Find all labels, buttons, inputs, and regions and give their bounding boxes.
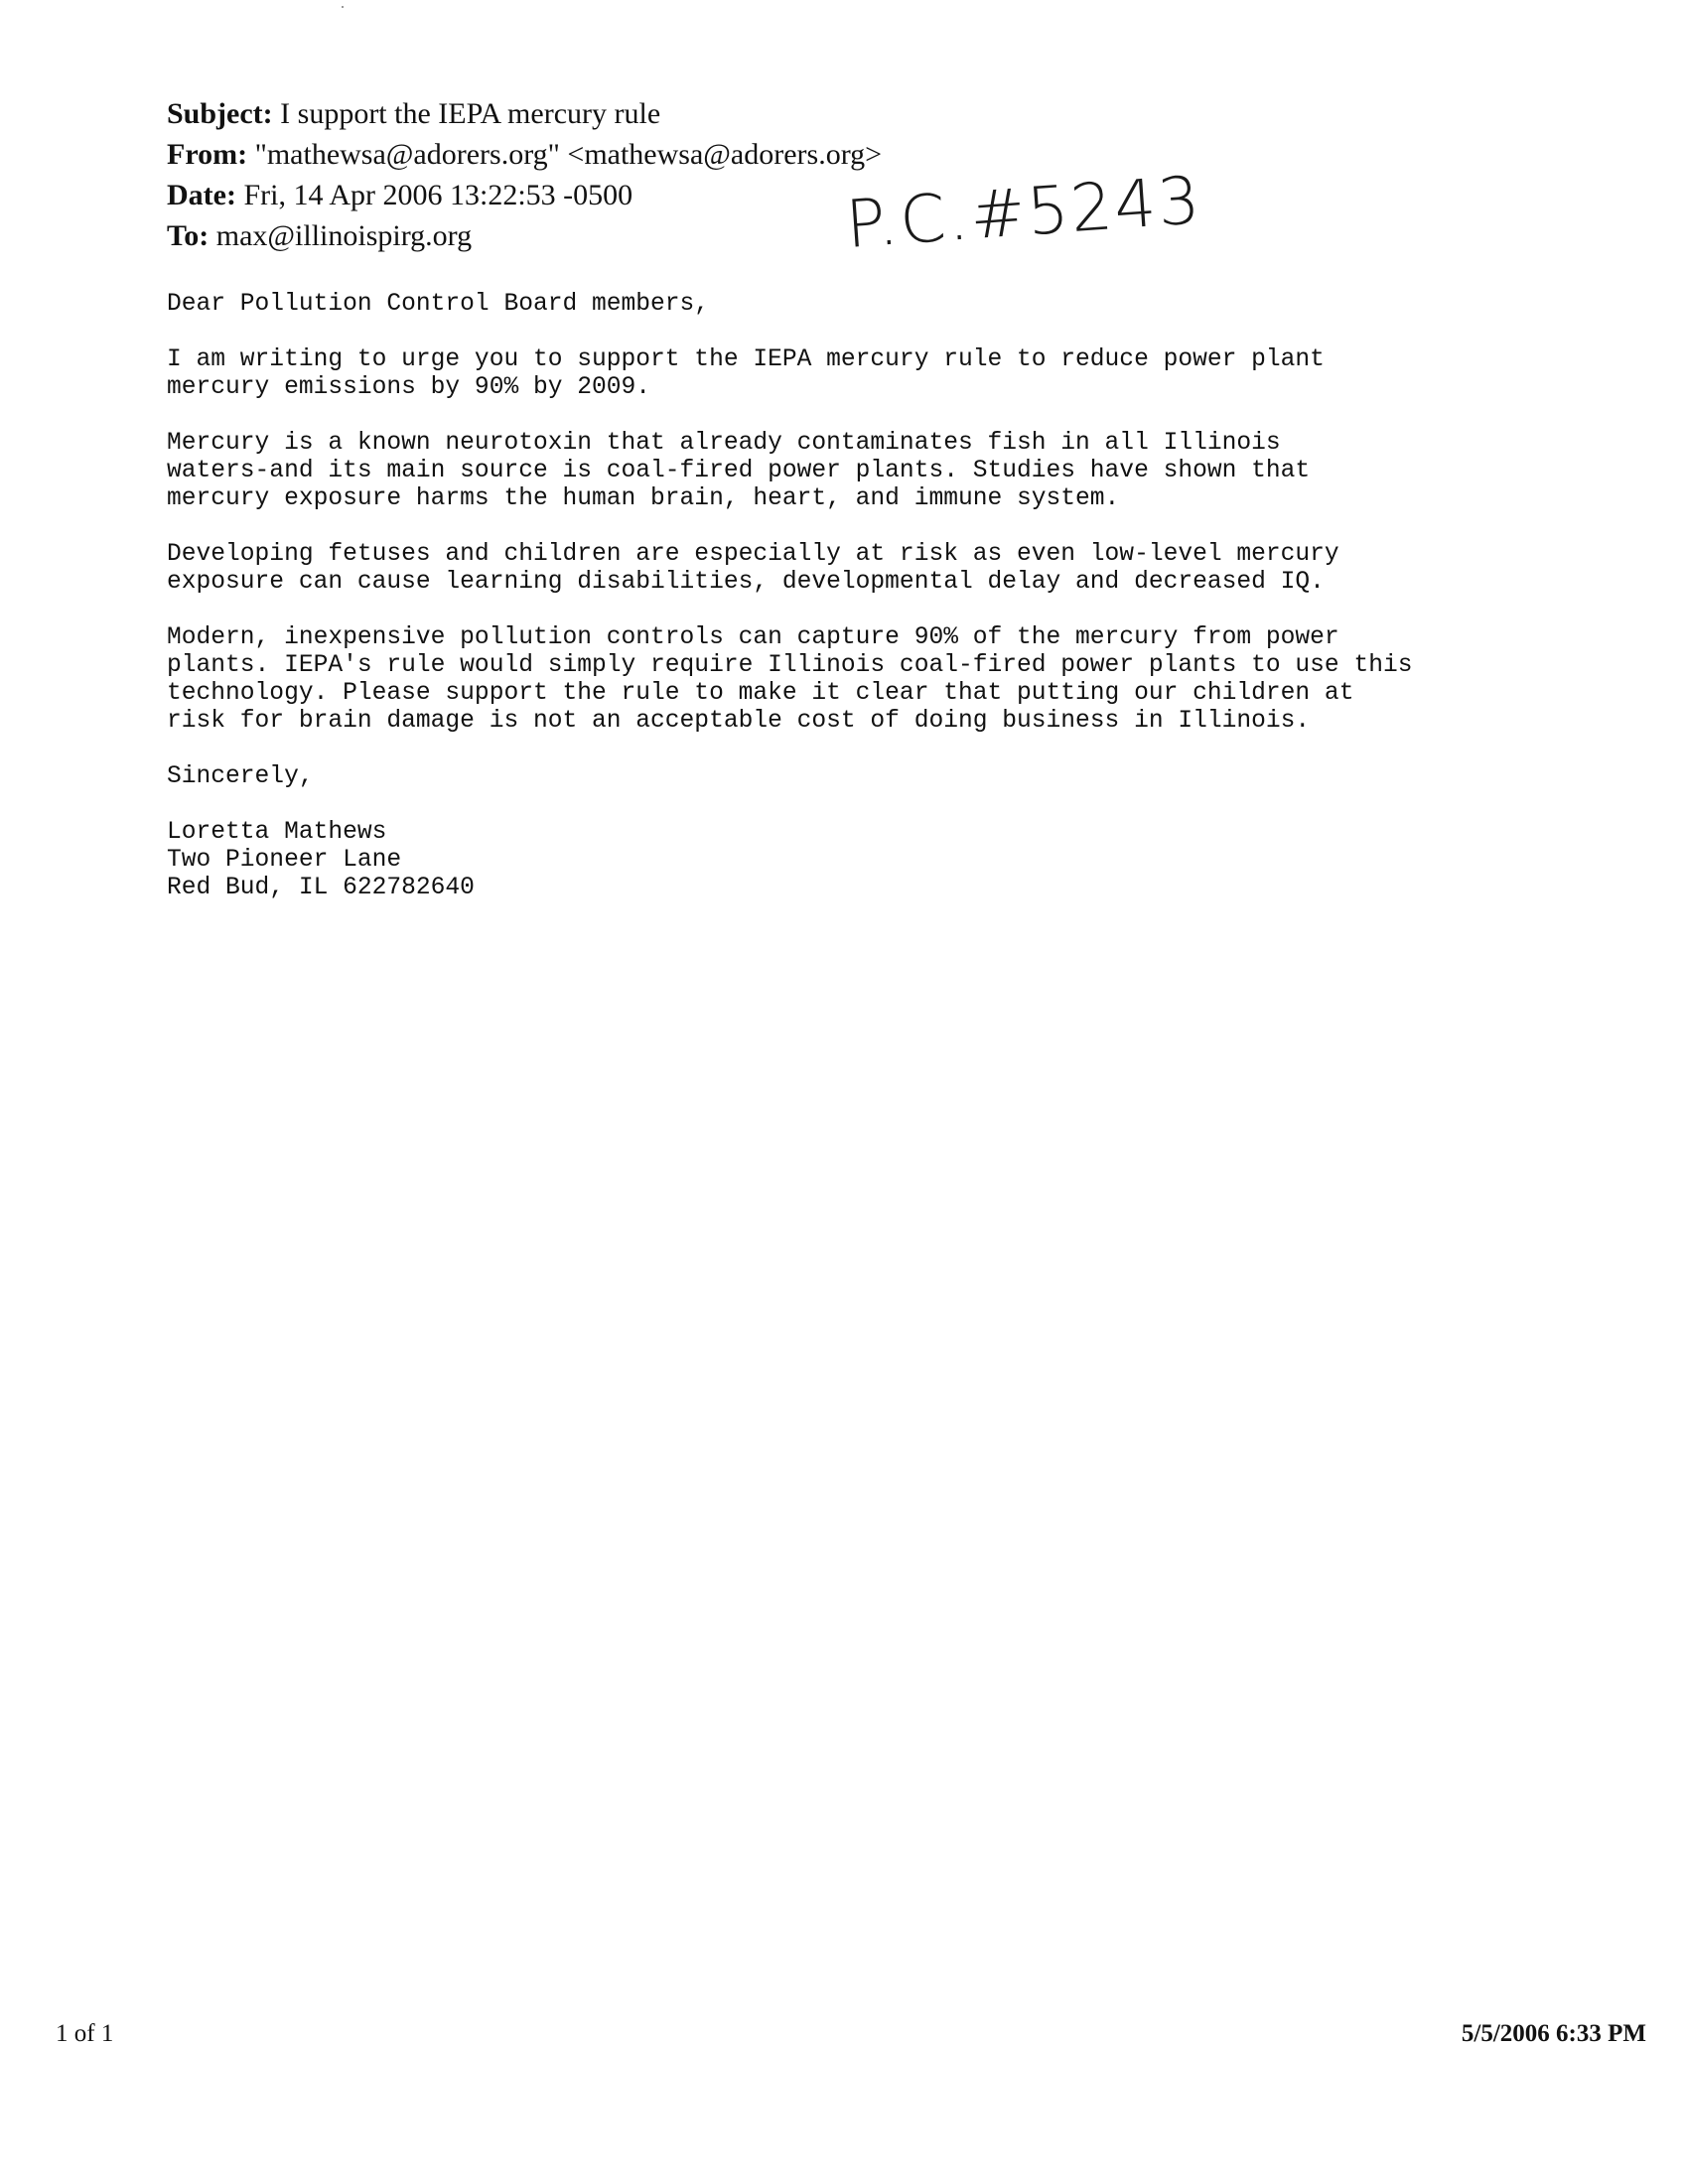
to-label: To: [167, 219, 210, 252]
greeting: Dear Pollution Control Board members, [167, 291, 710, 318]
scan-speck [342, 6, 344, 8]
email-body [167, 291, 1577, 902]
from-row [167, 134, 882, 175]
signature-name: Loretta Mathews [167, 819, 387, 846]
from-value: "mathewsa@adorers.org" <mathewsa@adorers.org> [254, 138, 883, 171]
subject-label: Subject: [167, 97, 273, 130]
handwritten-pc-number: P.C.#5243 [843, 162, 1204, 263]
paragraph-3: Developing fetuses and children are especially at risk as even low-level mercury exposure can cause learning disabilities, developmental delay and decreased IQ. [167, 541, 1339, 596]
paragraph-1: I am writing to urge you to support the IEPA mercury rule to reduce power plant mercury emissions by 90% by 2009. [167, 346, 1325, 401]
date-label: Date: [167, 179, 236, 211]
subject-row [167, 93, 882, 134]
signature-address-line-2: Red Bud, IL 622782640 [167, 875, 475, 901]
print-timestamp: 5/5/2006 6:33 PM [1461, 2020, 1646, 2047]
email-header [167, 93, 882, 256]
date-row [167, 175, 882, 215]
date-value: Fri, 14 Apr 2006 13:22:53 -0500 [243, 179, 633, 211]
closing: Sincerely, [167, 763, 314, 790]
from-label: From: [167, 138, 248, 171]
paragraph-2: Mercury is a known neurotoxin that already contaminates fish in all Illinois waters-and its main source is coal-fired power plants. Studies have shown that mercury exposure harms the human brain, heart, and immune system. [167, 430, 1311, 512]
page-count: 1 of 1 [56, 2020, 114, 2047]
signature-address-line-1: Two Pioneer Lane [167, 847, 402, 874]
to-value: max@illinoispirg.org [215, 219, 473, 252]
paragraph-4: Modern, inexpensive pollution controls can capture 90% of the mercury from power plants. IEPA's rule would simply require Illinois coal-fired power plants to use this technology. Please support the rule to make it clear that putting our children at risk for brain damage is not an acceptable cost of doing business in Illinois. [167, 624, 1413, 735]
to-row [167, 215, 882, 256]
subject-value: I support the IEPA mercury rule [280, 97, 661, 130]
